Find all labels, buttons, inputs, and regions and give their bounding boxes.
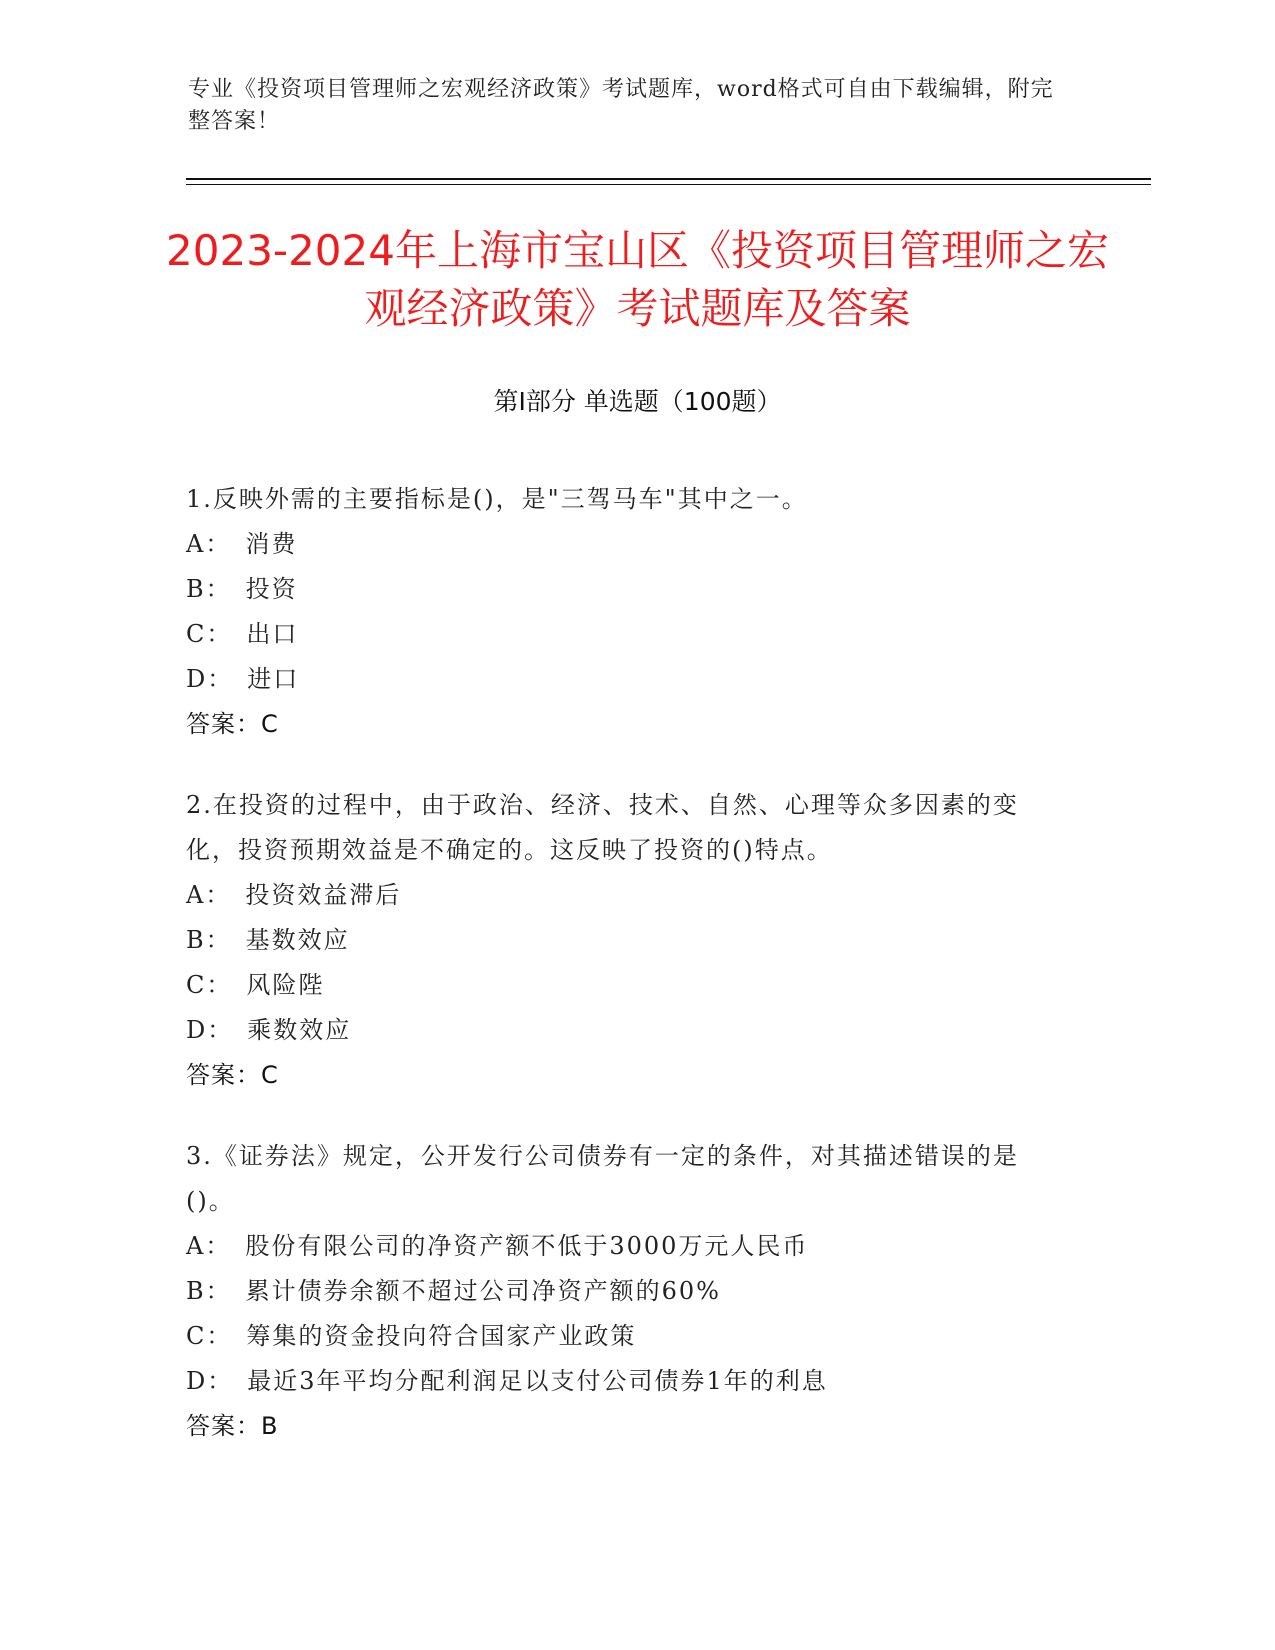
option-key: C：: [186, 620, 233, 648]
section-heading: 第I部分 单选题（100题）: [493, 387, 782, 416]
question-2: [186, 783, 1066, 1098]
answer-line: [186, 702, 1066, 747]
option-text: 基数效应: [245, 926, 350, 954]
option-key: B：: [186, 1277, 232, 1305]
option-key: A：: [186, 1232, 232, 1260]
option-text: 乘数效应: [247, 1016, 352, 1044]
option-text: 消费: [245, 530, 298, 558]
answer-line: [186, 1404, 1066, 1449]
option-text: 投资: [245, 575, 298, 603]
option-b: [186, 567, 1066, 612]
option-key: D：: [186, 665, 234, 693]
option-c: [186, 1314, 1066, 1359]
option-b: [186, 1269, 1066, 1314]
option-text: 最近3年平均分配利润足以支付公司债券1年的利息: [247, 1367, 828, 1395]
option-key: C：: [186, 1322, 233, 1350]
question-list: [186, 477, 1066, 1485]
option-key: C：: [186, 971, 233, 999]
option-text: 累计债券余额不超过公司净资产额的60%: [245, 1277, 721, 1305]
option-key: B：: [186, 575, 232, 603]
option-text: 出口: [246, 620, 299, 648]
option-text: 进口: [247, 665, 300, 693]
option-key: D：: [186, 1016, 234, 1044]
header-note: 专业《投资项目管理师之宏观经济政策》考试题库，word格式可自由下载编辑，附完整答案！: [188, 77, 1054, 134]
option-d: [186, 1008, 1066, 1053]
answer-label: 答案：: [186, 710, 261, 738]
option-c: [186, 963, 1066, 1008]
option-text: 股份有限公司的净资产额不低于3000万元人民币: [245, 1232, 809, 1260]
option-text: 筹集的资金投向符合国家产业政策: [246, 1322, 637, 1350]
answer-label: 答案：: [186, 1061, 261, 1089]
option-text: 投资效益滞后: [245, 881, 402, 909]
option-key: A：: [186, 530, 232, 558]
answer-value: C: [261, 1061, 279, 1089]
option-a: [186, 522, 1066, 567]
option-text: 风险陛: [246, 971, 325, 999]
answer-value: B: [261, 1412, 279, 1440]
question-1: [186, 477, 1066, 747]
option-a: [186, 873, 1066, 918]
option-d: [186, 1359, 1066, 1404]
question-stem: 2.在投资的过程中，由于政治、经济、技术、自然、心理等众多因素的变化，投资预期效益是不确定的。这反映了投资的()特点。: [186, 791, 1019, 864]
option-c: [186, 612, 1066, 657]
option-b: [186, 918, 1066, 963]
option-a: [186, 1224, 1066, 1269]
option-key: D：: [186, 1367, 234, 1395]
question-stem: 3.《证券法》规定，公开发行公司债券有一定的条件，对其描述错误的是()。: [186, 1142, 1019, 1215]
answer-line: [186, 1053, 1066, 1098]
answer-value: C: [261, 710, 279, 738]
option-key: B：: [186, 926, 232, 954]
header-divider-thick: [186, 178, 1151, 180]
question-3: [186, 1134, 1066, 1449]
answer-label: 答案：: [186, 1412, 261, 1440]
option-key: A：: [186, 881, 232, 909]
header-divider-thin: [186, 184, 1151, 185]
question-stem: 1.反映外需的主要指标是()，是"三驾马车"其中之一。: [186, 485, 808, 513]
option-d: [186, 657, 1066, 702]
page-title: 2023-2024年上海市宝山区《投资项目管理师之宏观经济政策》考试题库及答案: [166, 226, 1109, 333]
